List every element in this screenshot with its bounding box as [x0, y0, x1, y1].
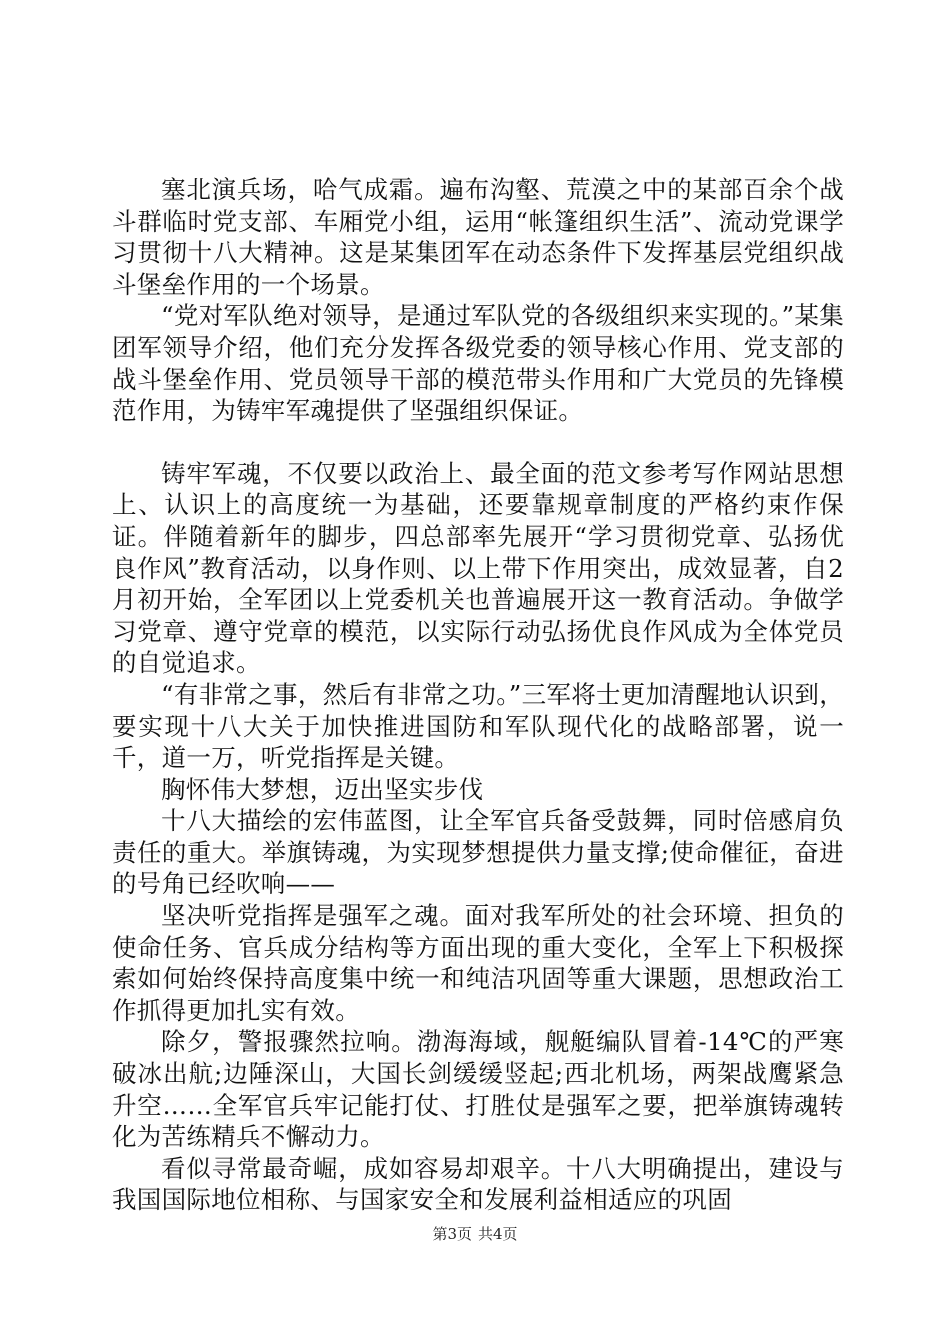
paragraph-3: 铸牢军魂，不仅要以政治上、最全面的范文参考写作网站思想上、认识上的高度统一为基础，还要靠规章制度的严格约束作保证。伴随着新年的脚步，四总部率先展开“学习贯彻党章、弘扬优良作风”教育活动，以身作则、以上带下作用突出，成效显著，自2月初开始，全军团以上党委机关也普遍展开这一教育活动。争做学习党章、遵守党章的模范，以实际行动弘扬优良作风成为全体党员的自觉追求。: [112, 458, 844, 678]
paragraph-5: 十八大描绘的宏伟蓝图，让全军官兵备受鼓舞，同时倍感肩负责任的重大。举旗铸魂，为实现梦想提供力量支撑;使命催征，奋进的号角已经吹响——: [112, 806, 844, 899]
paragraph-1: 塞北演兵场，哈气成霜。遍布沟壑、荒漠之中的某部百余个战斗群临时党支部、车厢党小组，运用“帐篷组织生活”、流动党课学习贯彻十八大精神。这是某集团军在动态条件下发挥基层党组织战斗堡垒作用的一个场景。: [112, 175, 845, 299]
paragraph-6: 坚决听党指挥是强军之魂。面对我军所处的社会环境、担负的使命任务、官兵成分结构等方面出现的重大变化，全军上下积极探索如何始终保持高度集中统一和纯洁巩固等重大课题，思想政治工作抓得更加扎实有效。: [112, 901, 844, 1025]
section-heading: 胸怀伟大梦想，迈出坚实步伐: [161, 774, 484, 804]
document-body: [112, 174, 844, 1216]
page-number: 第3页: [432, 1225, 472, 1243]
paragraph-7: 除夕，警报骤然拉响。渤海海域，舰艇编队冒着-14℃的严寒破冰出航;边陲深山，大国长剑缓缓竖起;西北机场，两架战鹰紧急升空……全军官兵牢记能打仗、打胜仗是强军之要，把举旗铸魂转化为苦练精兵不懈动力。: [112, 1027, 844, 1152]
page-footer: [0, 1224, 950, 1244]
paragraph-4: “有非常之事，然后有非常之功。”三军将士更加清醒地认识到，要实现十八大关于加快推进国防和军队现代化的战略部署，说一千，道一万，听党指挥是关键。: [112, 679, 844, 773]
page-total: 共4页: [478, 1225, 518, 1243]
paragraph-8: 看似寻常最奇崛，成如容易却艰辛。十八大明确提出，建设与我国国际地位相称、与国家安全和发展利益相适应的巩固: [112, 1153, 844, 1215]
paragraph-2: “党对军队绝对领导，是通过军队党的各级组织来实现的。”某集团军领导介绍，他们充分发挥各级党委的领导核心作用、党支部的战斗堡垒作用、党员领导干部的模范带头作用和广大党员的先锋模范作用，为铸牢军魂提供了坚强组织保证。: [112, 301, 844, 426]
